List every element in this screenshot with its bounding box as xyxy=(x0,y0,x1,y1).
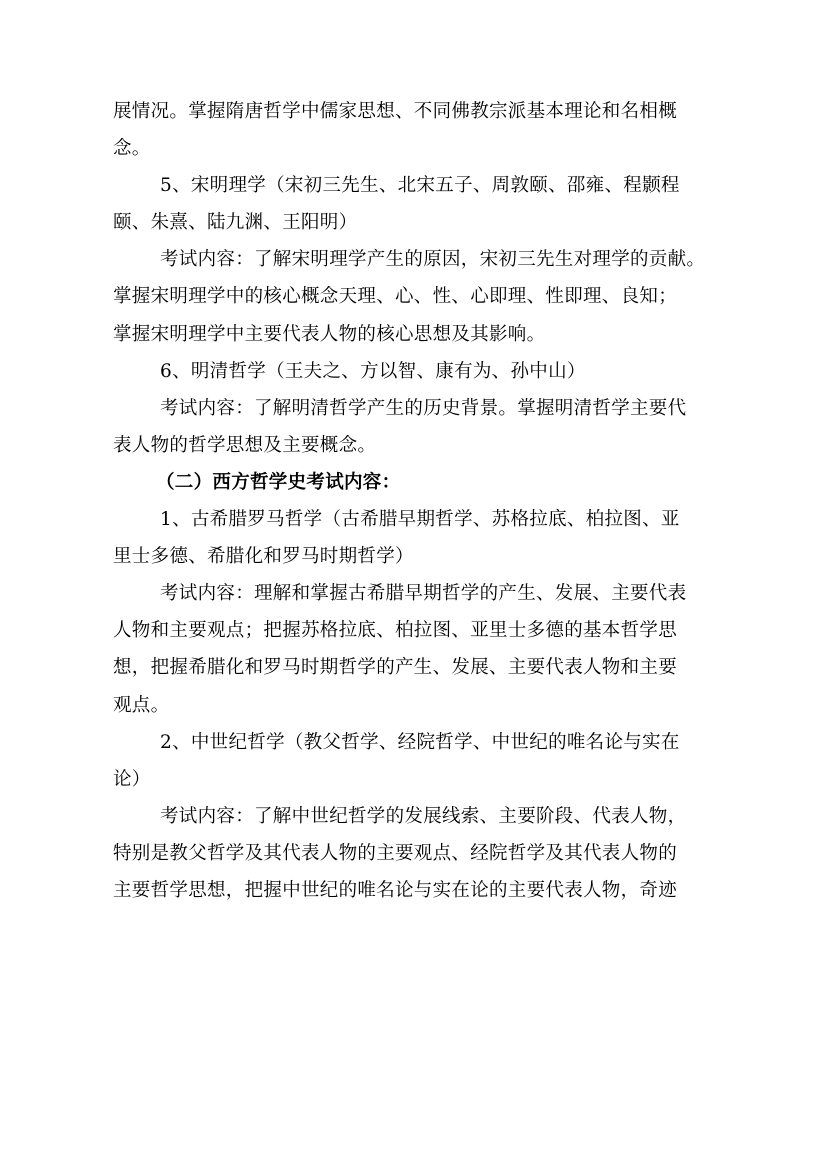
section-heading: （二）西方哲学史考试内容： xyxy=(156,471,401,493)
document-page xyxy=(113,93,717,909)
text-line: 掌握宋明理学中主要代表人物的核心思想及其影响。 xyxy=(113,323,546,345)
text-line: 颐、朱熹、陆九渊、王阳明） xyxy=(113,212,358,234)
text-line: 特别是教父哲学及其代表人物的主要观点、经院哲学及其代表人物的 xyxy=(113,842,678,864)
text-line: 1、古希腊罗马哲学（古希腊早期哲学、苏格拉底、柏拉图、亚 xyxy=(160,509,680,531)
text-line: 表人物的哲学思想及主要概念。 xyxy=(113,434,377,456)
text-line: 主要哲学思想，把握中世纪的唯名论与实在论的主要代表人物，奇迹 xyxy=(113,879,678,901)
text-line: 2、中世纪哲学（教父哲学、经院哲学、中世纪的唯名论与实在 xyxy=(160,731,680,753)
text-line: 观点。 xyxy=(113,694,170,716)
text-line: 考试内容：了解中世纪哲学的发展线索、主要阶段、代表人物， xyxy=(160,805,687,827)
text-line: 论） xyxy=(113,768,151,790)
text-line: 6、明清哲学（王夫之、方以智、康有为、孙中山） xyxy=(160,360,586,382)
text-line: 考试内容：了解明清哲学产生的历史背景。掌握明清哲学主要代 xyxy=(160,397,687,419)
text-line: 人物和主要观点；把握苏格拉底、柏拉图、亚里士多德的基本哲学思 xyxy=(113,620,678,642)
text-line: 掌握宋明理学中的核心概念天理、心、性、心即理、性即理、良知； xyxy=(113,286,678,308)
text-line: 考试内容：理解和掌握古希腊早期哲学的产生、发展、主要代表 xyxy=(160,583,687,605)
text-line: 展情况。掌握隋唐哲学中儒家思想、不同佛教宗派基本理论和名相概 xyxy=(113,101,678,122)
text-line: 想，把握希腊化和罗马时期哲学的产生、发展、主要代表人物和主要 xyxy=(113,657,678,679)
text-line: 5、宋明理学（宋初三先生、北宋五子、周敦颐、邵雍、程颢程 xyxy=(160,175,680,197)
text-line: 念。 xyxy=(113,138,151,160)
text-line: 考试内容：了解宋明理学产生的原因，宋初三先生对理学的贡献。 xyxy=(160,249,706,271)
text-line: 里士多德、希腊化和罗马时期哲学） xyxy=(113,546,414,568)
